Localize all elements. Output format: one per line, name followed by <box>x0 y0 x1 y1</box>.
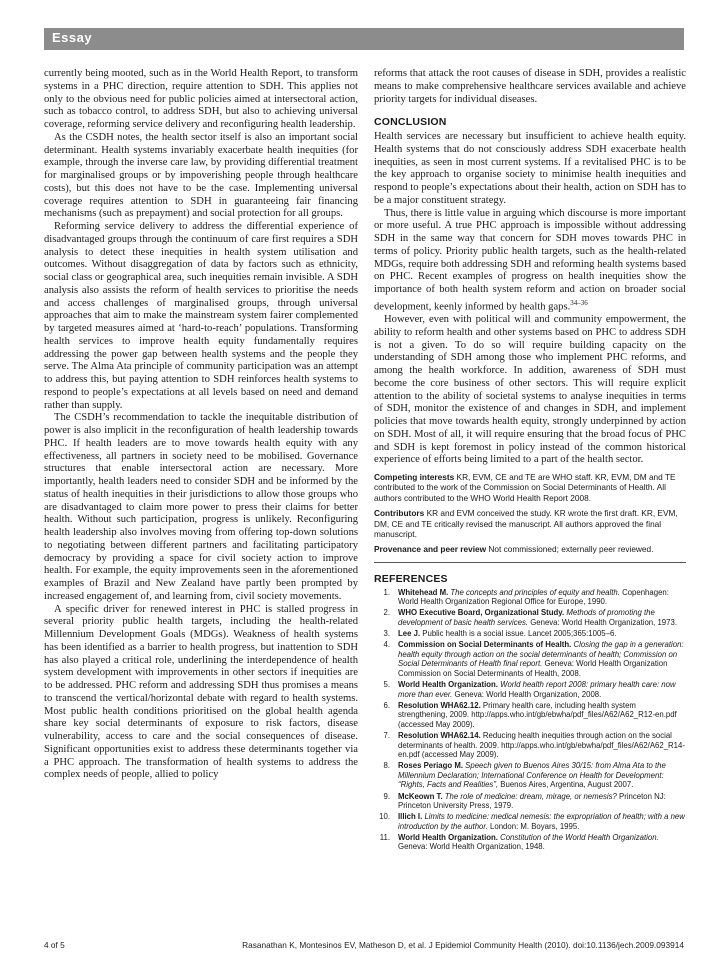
note-text: Not commissioned; externally peer reviewed. <box>488 544 654 555</box>
reference-details: Geneva: World Health Organization Commission on Social Determinants of Health, 2008. <box>398 659 668 678</box>
reference-item <box>374 731 686 760</box>
reference-item <box>374 640 686 678</box>
reference-author: Illich I. <box>398 812 423 822</box>
reference-author: World Health Organization. <box>398 679 498 689</box>
reference-title: World health report 2008: primary health care: now more than ever. <box>398 679 676 699</box>
footer-citation: Rasanathan K, Montesinos EV, Matheson D, et al. J Epidemiol Community Health (2010). doi:10.1136/jech.2009.093914 <box>242 940 684 950</box>
body-paragraph: Health services are necessary but insufficient to achieve health equity. Health systems that do not consciously address SDH exacerbate health inequities, as seen in most current systems. If a revitalised PHC is to be the key approach to organise society to minimise health inequities and respond to people’s expectations about their health, action on SDH has to be a major constituent strategy. <box>374 131 686 206</box>
reference-item <box>374 701 686 730</box>
reference-author: Lee J. <box>398 629 421 638</box>
reference-title: The role of medicine: dream, mirage, or nemesis? <box>444 791 617 801</box>
reference-details: Primary health care, including health system strengthening, 2009. http://apps.who.int/gb/ebwha/pdf_files/A62/A62_R12-en.pdf (accessed May 2009). <box>398 700 677 729</box>
body-paragraph: A specific driver for renewed interest in PHC is stalled progress in several priority public health targets, including the health-related Millennium Development Goals (MDGs). Weakness of health systems has been identified as a barrier to health progress, but inattention to SDH has also played a critical role, underlining the interdependence of health system development with improvements in other sectors if inequities are to be addressed. PHC reform and addressing SDH thus promises a means to transcend the vertical/horizontal debate with regard to health systems. Most public health conditions prioritised on the global health agenda share key social determinants of exposure to risk factors, disease vulnerability, access to care and the social consequences of disease. Significant opportunities exist to address these determinants together via a PHC approach. The transformation of health systems to address the complex needs of people, allied to policy <box>44 603 358 781</box>
body-paragraph: The CSDH’s recommendation to tackle the inequitable distribution of power is also implicit in the reconfiguration of health leadership towards PHC. If health leaders are to move towards health equity with any effectiveness, all partners in society need to be mobilised. Governance structures that enable intersectoral action are necessary. More importantly, health leaders need to consider SDH and be informed by the status of health inequities in their jurisdictions to allow those groups who are disadvantaged to claim more power to press their claims for better health. Without such participation, progress is unlikely. Reconfiguring health leadership also involves moving from offering top-down solutions to negotiating between different partners and facilitating participatory democracy by providing a space for civil society action to improve health. For example, the equity improvements seen in the aforementioned examples of Brazil and New Zealand have partly been prompted by increased engagement of, and learning from, civil society movements. <box>44 412 358 602</box>
reference-title: Methods of promoting the development of basic health services. <box>398 608 655 627</box>
reference-details: Geneva: World Health Organization, 1948. <box>398 842 545 852</box>
reference-number: 2. <box>383 608 390 618</box>
note-label: Contributors <box>374 508 425 519</box>
reference-title: Closing the gap in a generation: health equity through action on the social determinants of health; Commission on Social Determinants of Health final report. <box>398 640 684 669</box>
divider <box>374 562 686 563</box>
body-paragraph <box>374 208 686 315</box>
body-paragraph: reforms that attack the root causes of disease in SDH, provides a realistic means to make comprehensive healthcare services available and achieve priority targets for individual diseases. <box>374 68 686 105</box>
reference-item <box>374 680 686 699</box>
reference-number: 6. <box>383 700 390 710</box>
reference-author: WHO Executive Board, Organizational Study. <box>398 608 565 618</box>
reference-author: McKeown T. <box>398 791 443 801</box>
reference-author: World Health Organization. <box>398 832 498 842</box>
note-text: KR and EVM conceived the study. KR wrote the first draft. KR, EVM, DM, CE and TE critically revised the manuscript. All authors approved the final manuscript. <box>374 508 678 540</box>
references-heading: REFERENCES <box>374 572 448 585</box>
reference-item <box>374 761 686 790</box>
note-text: KR, EVM, CE and TE are WHO staff. KR, EVM, DM and TE contributed to the work of the Commission on Social Determinants of Health. All authors contributed to the WHO World Health Report 2008. <box>374 472 676 503</box>
note-label: Competing interests <box>374 472 455 483</box>
reference-author: Whitehead M. <box>398 587 449 597</box>
body-paragraph: currently being mooted, such as in the World Health Report, to transform systems in a PHC direction, require attention to SDH. This applies not only to the obvious need for public policies aimed at intersectoral action, such as tobacco control, to address SDH, but also to achieving universal coverage, reforming service delivery and reconfiguring health leadership. <box>44 68 358 130</box>
right-column <box>374 68 686 854</box>
reference-details: Public health is a social issue. Lancet 2005;365:1005–6. <box>422 629 617 638</box>
reference-item <box>374 792 686 811</box>
reference-author: Commission on Social Determinants of Health. <box>398 640 572 650</box>
reference-number: 8. <box>383 761 390 771</box>
reference-item <box>374 629 686 639</box>
provenance-note <box>374 544 686 554</box>
reference-title: Constitution of the World Health Organization. <box>500 832 659 842</box>
reference-title: Speech given to Buenos Aires 30/15: from Alma Ata to the Millennium Declaration; International Conference on Health for Development: “Rights, Facts and Realities”, <box>398 761 666 790</box>
note-label: Provenance and peer review <box>374 544 487 555</box>
paragraph-text: Thus, there is little value in arguing which discourse is more important or more useful. A true PHC approach is impossible without addressing SDH in the same way that concern for SDH moves towards PHC in terms of policy. Priority public health targets, such as the health-related MDGs, require both addressing SDH and reforming health systems based on PHC. Recent examples of progress on health inequities show the importance of both health system reform and action on broader social development, keenly informed by health gaps. <box>374 207 686 313</box>
reference-item <box>374 812 686 831</box>
reference-author: Resolution WHA62.12. <box>398 700 481 710</box>
reference-number: 3. <box>383 629 390 638</box>
section-header-band <box>44 28 684 50</box>
body-paragraph: However, even with political will and community empowerment, the ability to reform health and other systems based on PHC to address SDH is not a given. To do so will require building capacity on the understanding of SDH among those who implement PHC reforms, and among the health workforce. In addition, awareness of SDH must become the core business of other sectors. This will require explicit attention to the ability of societal systems to analyse inequities in terms of SDH, monitor the existence of and changes in SDH, and implement policies that move towards health equity, strongly underpinned by action on SDH. Most of all, it will require ensuring that the broad focus of PHC and SDH is kept foremost in policy instead of the common historical experience of efforts being limited to a part of the health sector. <box>374 314 686 466</box>
conclusion-heading: CONCLUSION <box>374 116 447 129</box>
reference-details: Geneva: World Health Organization, 1973. <box>530 617 677 627</box>
reference-number: 7. <box>383 730 390 740</box>
reference-details: Geneva: World Health Organization, 2008. <box>454 689 602 699</box>
reference-details: Princeton NJ: Princeton University Press, 1979. <box>398 791 666 811</box>
reference-item <box>374 588 686 607</box>
reference-number: 11. <box>379 832 390 842</box>
reference-details: Buenos Aires, Argentina, August 2007. <box>500 780 634 790</box>
reference-number: 10. <box>379 812 390 822</box>
page-number: 4 of 5 <box>44 940 65 950</box>
section-label: Essay <box>52 30 93 45</box>
reference-author: Resolution WHA62.14. <box>398 730 481 740</box>
reference-details: Copenhagen: World Health Organization Regional Office for Europe, 1990. <box>398 587 669 607</box>
body-paragraph: Reforming service delivery to address the differential experience of disadvantaged groups through the continuum of care first requires a SDH analysis to detect these inequities in health system utilisation and outcomes. Without disaggregation of data by factors such as ethnicity, social class or geographical area, such inequities remain invisible. A SDH analysis also assists the reform of health services to prioritise the needs and access challenges of marginalised groups, through universal approaches that aim to make the mainstream system fairer complemented by targeted measures aimed at ‘hard-to-reach’ populations. Transforming health services to improve health equity fundamentally requires addressing the power gap between health systems and the people they serve. The Alma Ata principle of community participation was an attempt to address this, but paying attention to SDH reinforces health systems to respond to people’s expectations at all levels based on need and demand rather than supply. <box>44 221 358 411</box>
citation-superscript: 34–36 <box>570 298 588 307</box>
reference-item <box>374 608 686 627</box>
reference-number: 9. <box>383 791 390 801</box>
reference-title: The concepts and principles of equity and health. <box>450 587 620 597</box>
reference-number: 5. <box>383 679 390 689</box>
contributors-note <box>374 508 686 539</box>
reference-number: 1. <box>383 587 390 597</box>
left-column <box>44 68 358 782</box>
reference-author: Roses Periago M. <box>398 761 463 771</box>
reference-title: Limits to medicine: medical nemesis: the expropriation of health; with a new introduction by the author. <box>398 812 685 831</box>
reference-item <box>374 833 686 852</box>
reference-details: Reducing health inequities through action on the social determinants of health. 2009. http://apps.who.int/gb/ebwha/pdf_files/A62/A62_R14-en.pdf (accessed May 2009). <box>398 730 685 760</box>
reference-number: 4. <box>383 640 390 650</box>
references-list <box>374 588 686 852</box>
body-paragraph: As the CSDH notes, the health sector itself is also an important social determinant. Health systems invariably exacerbate health inequities (for example, through the inverse care law, by providing differential treatment for marginalised groups or by impoverishing people through healthcare costs), but this does not have to be the case. Implementing universal coverage requires attention to SDH in guaranteeing fair financing mechanisms (such as prepayment) and social protection for all groups. <box>44 131 358 220</box>
competing-interests-note <box>374 472 686 503</box>
reference-details: London: M. Boyars, 1995. <box>490 821 580 831</box>
